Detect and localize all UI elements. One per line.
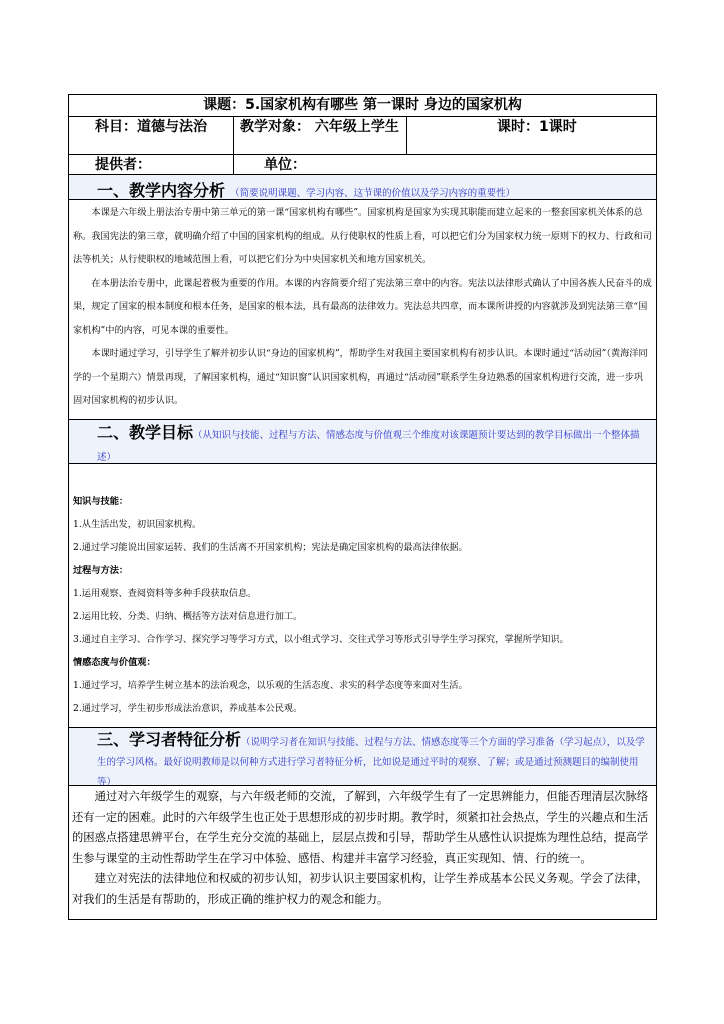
knowledge-heading: 知识与技能： (73, 496, 129, 507)
section1-paragraph: 本课时通过学习，引导学生了解并初步认识“身边的国家机构”，帮助学生对我国主要国家机构有初步认识。本课时通过“活动园”（黄海洋同学的一个星期六）情景再现，了解国家机构，通过“知识窗”认识国家机构，再通过“活动园”联系学生身边熟悉的国家机构进行交流，进一步巩固对国家机构的初步认识。 (73, 348, 648, 406)
unit-label: 单位： (264, 157, 306, 173)
section3-heading: 三、学习者特征分析 (97, 730, 242, 749)
audience-cell (233, 117, 406, 154)
section2-body (69, 463, 656, 713)
process-item: 2.运用比较、分类、归纳、概括等方法对信息进行加工。 (73, 611, 303, 622)
knowledge-item: 2.通过学习能说出国家运转、我们的生活离不开国家机构；宪法是确定国家机构的最高法律依据。 (73, 542, 468, 553)
section1-body (69, 199, 656, 419)
knowledge-item: 1.从生活出发，初识国家机构。 (73, 519, 202, 530)
process-heading: 过程与方法： (73, 565, 129, 576)
section1-header (69, 174, 656, 199)
section2-header (69, 419, 656, 463)
audience-label: 教学对象： 六年级上学生 (240, 119, 399, 135)
section1-note: （简要说明课题、学习内容、这节课的价值以及学习内容的重要性） (230, 188, 516, 199)
period-label: 课时：1课时 (497, 119, 577, 135)
lesson-plan-table (68, 94, 657, 920)
section3-note: （说明学习者在知识与技能、过程与方法、情感态度等三个方面的学习准备（学习起点），以及学生的学习风格。最好说明教师是以何种方式进行学习者特征分析，比如说是通过平时的观察、了解；或是通过预测题目的编制使用等） (97, 737, 645, 788)
period-cell (406, 117, 656, 154)
section3-paragraph: 建立对宪法的法律地位和权威的初步认知，初步认识主要国家机构，让学生养成基本公民义务观。学会了法律，对我们的生活是有帮助的，形成正确的维护权力的观念和能力。 (72, 872, 649, 906)
info-row (69, 116, 656, 154)
emotion-item: 2.通过学习，学生初步形成法治意识，养成基本公民观。 (73, 703, 303, 714)
section1-paragraph: 本课是六年级上册法治专册中第三单元的第一课“国家机构有哪些”。国家机构是国家为实现其职能而建立起来的一整套国家机关体系的总称。我国宪法的第三章，就明确介绍了中国的国家机构的组成。从行使职权的性质上看，可以把它们分为国家权力统一原则下的权力、行政和司法等机关；从行使职权的地域范围上看，可以把它们分为中央国家机关和地方国家机关。 (73, 207, 652, 265)
emotion-item: 1.通过学习，培养学生树立基本的法治观念，以乐观的生活态度、求实的科学态度等来面对生活。 (73, 680, 468, 691)
provider-label: 提供者： (95, 157, 151, 173)
subject-label: 科目：道德与法治 (95, 119, 207, 135)
section1-paragraph: 在本册法治专册中，此课起着极为重要的作用。本课的内容简要介绍了宪法第三章中的内容。宪法以法律形式确认了中国各族人民奋斗的成果，规定了国家的根本制度和根本任务，是国家的根本法，具有最高的法律效力。宪法总共四章，而本课所讲授的内容就涉及到宪法第三章“国家机构”中的内容，可见本课的重要性。 (73, 277, 652, 336)
provider-cell (69, 155, 233, 174)
section3-header (69, 727, 656, 788)
section1-heading: 一、教学内容分析 (97, 181, 226, 200)
section2-heading: 二、教学目标 (97, 423, 194, 442)
subject-cell (69, 117, 233, 154)
section3-body (69, 785, 656, 921)
section3-paragraph: 通过对六年级学生的观察，与六年级老师的交流，了解到，六年级学生有了一定思辨能力，但能否理清层次脉络还有一定的困难。此时的六年级学生也正处于思想形成的初步时期。教学时，须紧扣社会热点，学生的兴趣点和生活的困惑点搭建思辨平台，在学生充分交流的基础上，层层点拨和引导，帮助学生从感性认识提炼为理性总结，提高学生参与课堂的主动性帮助学生在学习中体验、感悟、构建并丰富学习经验，真正实现知、情、行的统一。 (72, 790, 649, 865)
process-item: 1.运用观察、查阅资料等多种手段获取信息。 (73, 588, 257, 599)
title-row (69, 95, 656, 116)
provider-row (69, 154, 656, 174)
unit-cell (233, 155, 656, 174)
lesson-title: 课题：5.国家机构有哪些 第一课时 身边的国家机构 (203, 97, 522, 113)
emotion-heading: 情感态度与价值观： (73, 657, 156, 668)
section2-note: （从知识与技能、过程与方法、情感态度与价值观三个维度对该课题预计要达到的教学目标做出一个整体描述） (97, 430, 640, 463)
process-item: 3.通过自主学习、合作学习、探究学习等学习方式，以小组式学习、交往式学习等形式引导学生学习探究，掌握所学知识。 (73, 634, 569, 645)
